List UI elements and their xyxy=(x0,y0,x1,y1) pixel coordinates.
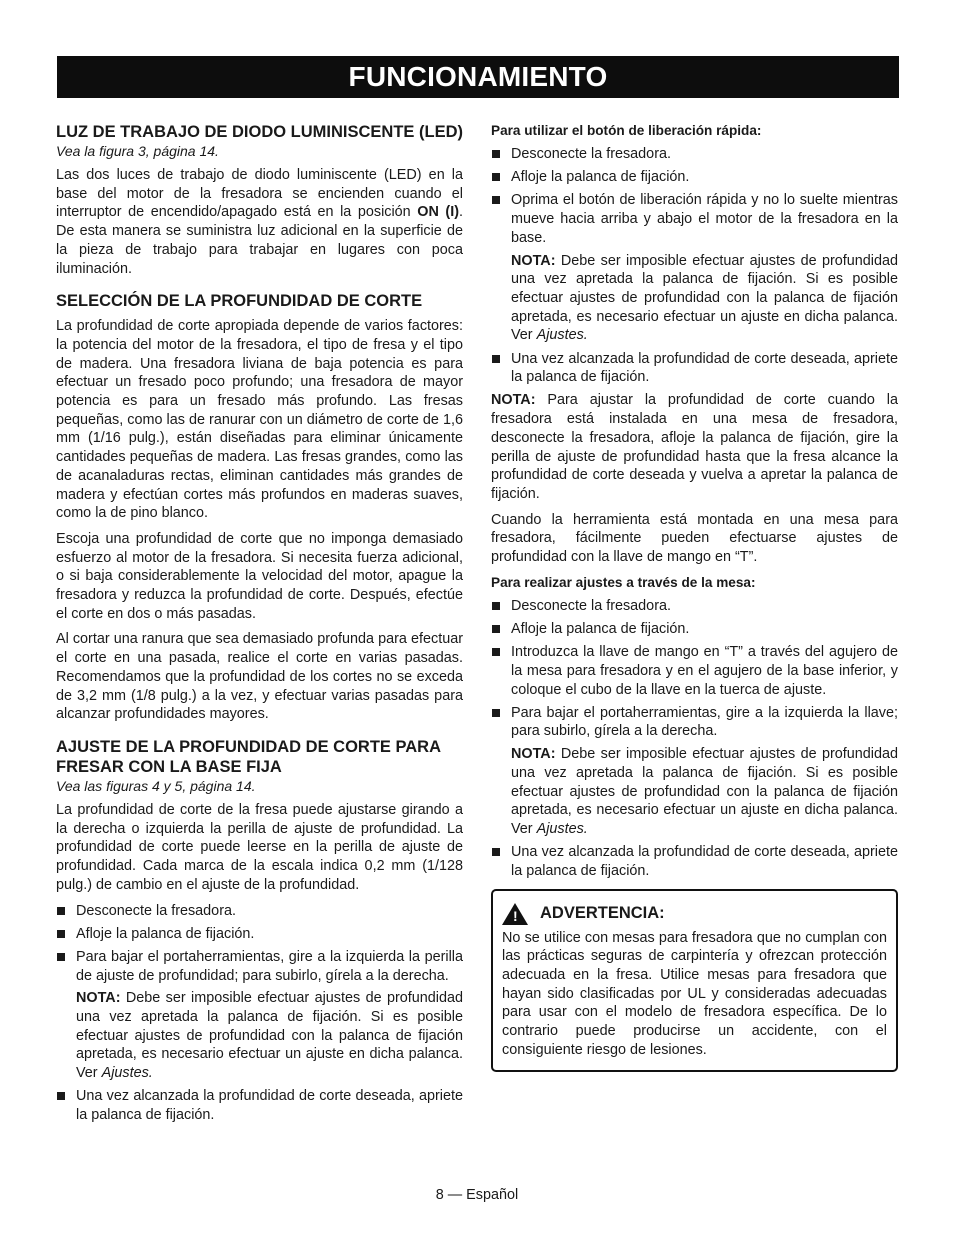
led-paragraph: Las dos luces de trabajo de diodo luminiscente (LED) en la base del motor de la fresadora se encienden cuando el interruptor de encendido/apagado está en la posición ON (I). De esta manera se suministra luz adicional en la superficie de la pieza de trabajo para trabajar en lugares con poca iluminación. xyxy=(56,167,463,277)
warning-triangle-icon: ! xyxy=(502,903,528,925)
fixed-note: NOTA: Debe ser imposible efectuar ajustes de profundidad una vez apretada la palanca de fijación. Si es posible efectuar ajustes de profundidad con la palanca de fijación apretada, es necesario efectuar un ajuste en dicha palanca. Ver Ajustes. xyxy=(76,990,463,1082)
bullet-square-icon xyxy=(492,602,500,610)
bullet-square-icon xyxy=(492,709,500,717)
list-item: Desconecte la fresadora. xyxy=(491,597,898,616)
list-item: Afloje la palanca de fijación. xyxy=(491,168,898,187)
list-item: Desconecte la fresadora. xyxy=(56,902,463,921)
fixed-steps-list xyxy=(56,902,463,1125)
table-adjust-note: NOTA: Debe ser imposible efectuar ajustes de profundidad una vez apretada la palanca de fijación. Si es posible efectuar ajustes de profundidad con la palanca de fijación apretada, es necesario efectuar un ajuste en dicha palanca. Ver Ajustes. xyxy=(511,746,898,837)
bullet-square-icon xyxy=(57,907,65,915)
right-column xyxy=(491,122,898,1072)
list-item: Una vez alcanzada la profundidad de corte deseada, apriete la palanca de fijación. xyxy=(491,843,898,880)
bullet-square-icon xyxy=(492,150,500,158)
page-title-banner: FUNCIONAMIENTO xyxy=(57,56,899,98)
quick-release-note: NOTA: Debe ser imposible efectuar ajustes de profundidad una vez apretada la palanca de fijación. Si es posible efectuar ajustes de profundidad con la palanca de fijación apretada, es necesario efectuar un ajuste en dicha palanca. Ver Ajustes. xyxy=(511,252,898,344)
bullet-square-icon xyxy=(57,930,65,938)
quick-release-subheading: Para utilizar el botón de liberación rápida: xyxy=(491,123,762,138)
list-item: Introduzca la llave de mango en “T” a través del agujero de la mesa para fresadora y en el agujero de la base inferior, y coloque el cubo de la llave en la tuerca de ajuste. xyxy=(491,643,898,699)
table-mount-paragraph: Cuando la herramienta está montada en una mesa para fresadora, fácilmente pueden efectuarse ajustes de profundidad con la llave de mango en “T”. xyxy=(491,511,898,566)
list-item: Una vez alcanzada la profundidad de corte deseada, apriete la palanca de fijación. xyxy=(491,350,898,387)
list-item: Para bajar el portaherramientas, gire a la izquierda la perilla de ajuste de profundidad; para subirlo, gírela a la derecha. NOTA: Debe ser imposible efectuar ajustes de profundidad una vez apretada la palanca de fijación. Si es posible efectuar ajustes de profundidad con la palanca de fijación apretada, es necesario efectuar un ajuste en dicha palanca. Ver Ajustes. xyxy=(56,948,463,1083)
bullet-square-icon xyxy=(492,196,500,204)
list-item: Una vez alcanzada la profundidad de corte deseada, apriete la palanca de fijación. xyxy=(56,1087,463,1124)
bullet-square-icon xyxy=(492,355,500,363)
list-item: Desconecte la fresadora. xyxy=(491,145,898,164)
list-item: Afloje la palanca de fijación. xyxy=(56,925,463,944)
bullet-square-icon xyxy=(57,1092,65,1100)
led-figure-ref: Vea la figura 3, página 14. xyxy=(56,143,219,159)
warning-box xyxy=(491,889,898,1072)
list-item: Afloje la palanca de fijación. xyxy=(491,620,898,639)
quick-release-list xyxy=(491,145,898,387)
warning-text: No se utilice con mesas para fresadora que no cumplan con las prácticas seguras de carpintería y ofrezcan protección adecuada en la fresa. Utilice mesas para fresadora que hayan sido clasificadas por UL y consideradas adecuadas para usar con el modelo de fresadora específica. De lo contrario puede producirse un accidente, con el consiguiente riesgo de lesiones. xyxy=(502,929,887,1058)
led-heading: LUZ DE TRABAJO DE DIODO LUMINISCENTE (LED) xyxy=(56,123,463,141)
bullet-square-icon xyxy=(492,173,500,181)
table-adjust-subheading: Para realizar ajustes a través de la mesa: xyxy=(491,574,756,590)
fixed-base-heading: AJUSTE DE LA PROFUNDIDAD DE CORTE PARA FRESAR CON LA BASE FIJA xyxy=(56,737,441,776)
bullet-square-icon xyxy=(492,848,500,856)
depth-paragraph-1: La profundidad de corte apropiada depende de varios factores: la potencia del motor de la fresadora, el tipo de fresa y el tipo de madera. Una fresadora liviana de baja potencia es para efectuar un fresado poco profundo; una fresadora de mayor potencia es para un fresado más profundo. Las fresas pequeñas, como las de ranurar con un diámetro de corte de 1,6 mm (1/16 pulg.), están diseñadas para eliminar únicamente cantidades pequeñas de madera. Las fresas grandes, como las de acanaladuras rectas, eliminan cantidades más grandes de madera y efectúan cortes más profundos en maderas suaves, como la de pino blanco. xyxy=(56,318,463,522)
bullet-square-icon xyxy=(57,953,65,961)
table-note-paragraph: NOTA: Para ajustar la profundidad de corte cuando la fresadora está instalada en una mesa de fresadora, desconecte la fresadora, afloje la palanca de fijación, gire la perilla de ajuste de profundidad hasta que la fresa alcance la profundidad de corte deseada y vuelva a apretar la palanca de fijación. xyxy=(491,392,898,502)
depth-heading: SELECCIÓN DE LA PROFUNDIDAD DE CORTE xyxy=(56,292,423,311)
depth-paragraph-2: Escoja una profundidad de corte que no imponga demasiado esfuerzo al motor de la fresadora. Si necesita fuerza adicional, o si baja considerablemente la velocidad del motor, apague la fresadora y reduzca la profundidad de corte. Después, efectúe el corte en dos o más pasadas. xyxy=(56,530,463,622)
table-adjust-list xyxy=(491,597,898,881)
list-item: Oprima el botón de liberación rápida y no lo suelte mientras mueve hacia arriba y abajo el motor de la fresadora en la base. NOTA: Debe ser imposible efectuar ajustes de profundidad una vez apretada la palanca de fijación. Si es posible efectuar ajustes de profundidad con la palanca de fijación apretada, es necesario efectuar un ajuste en dicha palanca. Ver Ajustes. xyxy=(491,191,898,345)
page-footer: 8 — Español xyxy=(435,1187,519,1203)
list-item: Para bajar el portaherramientas, gire a la izquierda la llave; para subirlo, gírela a la derecha. NOTA: Debe ser imposible efectuar ajustes de profundidad una vez apretada la palanca de fijación. Si es posible efectuar ajustes de profundidad con la palanca de fijación apretada, es necesario efectuar un ajuste en dicha palanca. Ver Ajustes. xyxy=(491,704,898,839)
bullet-square-icon xyxy=(492,648,500,656)
fixed-figure-ref: Vea las figuras 4 y 5, página 14. xyxy=(56,777,256,794)
bullet-square-icon xyxy=(492,625,500,633)
fixed-paragraph: La profundidad de corte de la fresa puede ajustarse girando a la derecha o izquierda la perilla de ajuste de profundidad. La profundidad de corte puede leerse en la perilla de ajuste de profundidad. Cada marca de la escala indica 0,2 mm (1/128 pulg.) de cambio en el ajuste de la profundidad. xyxy=(56,801,463,893)
depth-paragraph-3: Al cortar una ranura que sea demasiado profunda para efectuar el corte en una pasada, realice el corte en varias pasadas. Recomendamos que la profundidad de los cortes no se exceda de 3,2 mm (1/8 pulg.) a la vez, y efectuar varias pasadas para alcanzar profundidades mayores. xyxy=(56,631,463,723)
warning-title: ADVERTENCIA: xyxy=(540,904,665,923)
left-column xyxy=(56,122,463,1129)
